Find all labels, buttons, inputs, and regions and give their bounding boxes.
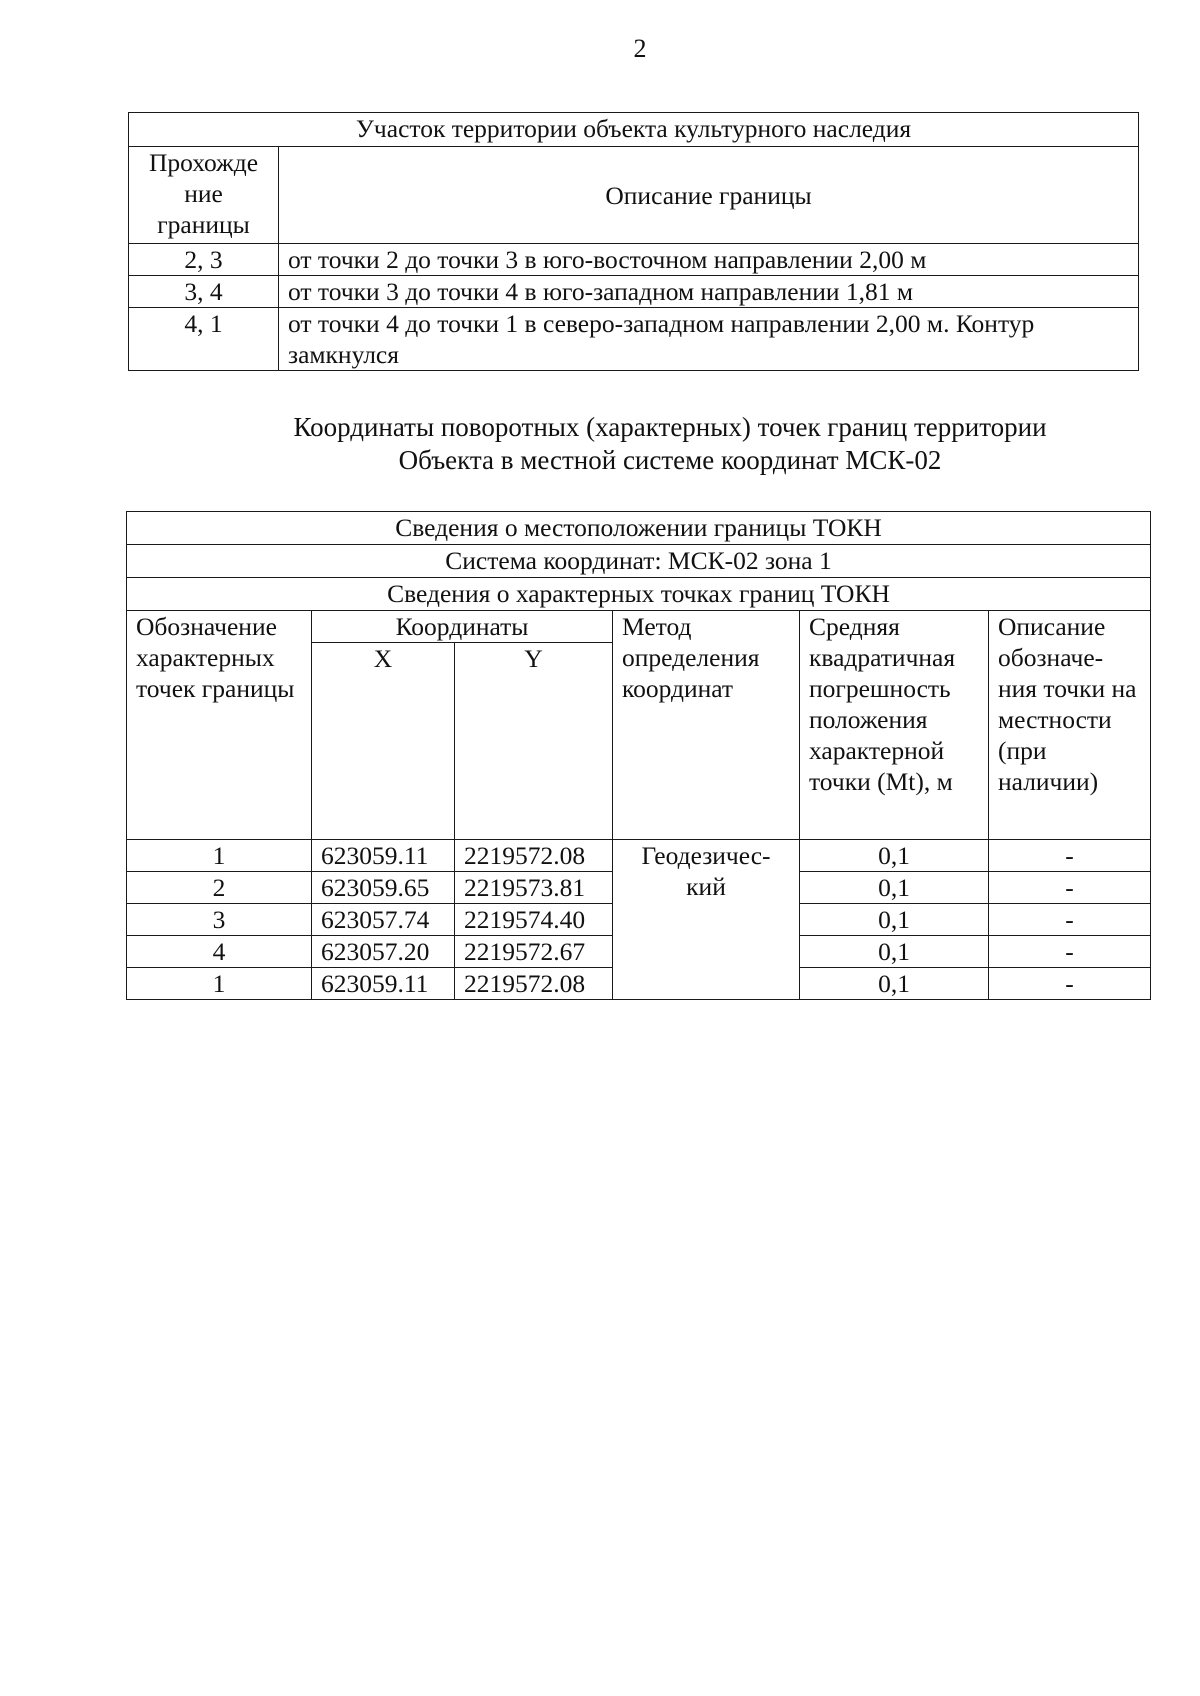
y-coordinate-cell: 2219572.08	[455, 968, 613, 1000]
column-header-passage: Прохожде ние границы	[129, 147, 279, 244]
y-coordinate-cell: 2219573.81	[455, 872, 613, 904]
segment-cell: 4, 1	[129, 308, 279, 371]
point-number-cell: 4	[127, 936, 312, 968]
segment-cell: 2, 3	[129, 244, 279, 276]
column-header-error: Средняя квадратичная погрешность положения характерной точки (Mt), м	[800, 611, 989, 840]
boundary-table-title: Участок территории объекта культурного наследия	[129, 113, 1139, 147]
point-description-cell: -	[989, 840, 1151, 872]
x-coordinate-cell: 623057.20	[312, 936, 455, 968]
error-cell: 0,1	[800, 936, 989, 968]
heading-line-2: Объекта в местной системе координат МСК-02	[398, 445, 942, 475]
point-description-cell: -	[989, 904, 1151, 936]
error-cell: 0,1	[800, 872, 989, 904]
coordinates-table	[126, 511, 1151, 1000]
column-header-description: Описание границы	[279, 147, 1139, 244]
error-cell: 0,1	[800, 904, 989, 936]
coords-table-title: Сведения о местоположении границы ТОКН	[127, 512, 1151, 545]
column-header-designation: Обозначение характерных точек границы	[127, 611, 312, 840]
coordinate-system-label: Система координат: МСК-02 зона 1	[127, 545, 1151, 578]
point-number-cell: 1	[127, 840, 312, 872]
column-header-x: X	[312, 643, 455, 840]
column-header-point-description: Описание обозначе-ния точки на местности (при наличии)	[989, 611, 1151, 840]
coords-header-row	[127, 611, 1151, 643]
point-number-cell: 2	[127, 872, 312, 904]
x-coordinate-cell: 623059.11	[312, 968, 455, 1000]
error-cell: 0,1	[800, 968, 989, 1000]
description-cell: от точки 4 до точки 1 в северо-западном направлении 2,00 м. Контур замкнулся	[279, 308, 1139, 371]
point-number-cell: 1	[127, 968, 312, 1000]
point-description-cell: -	[989, 872, 1151, 904]
x-coordinate-cell: 623057.74	[312, 904, 455, 936]
table-row	[129, 308, 1139, 371]
x-coordinate-cell: 623059.11	[312, 840, 455, 872]
section-heading	[130, 411, 1200, 477]
page-number: 2	[633, 34, 647, 63]
boundary-table-header-row	[129, 147, 1139, 244]
coords-system-row	[127, 545, 1151, 578]
column-header-method: Метод определения координат	[613, 611, 800, 840]
method-cell: Геодезичес-кий	[613, 840, 800, 1000]
column-header-coordinates: Координаты	[312, 611, 613, 643]
boundary-description-table	[128, 112, 1139, 371]
heading-line-1: Координаты поворотных (характерных) точек границ территории	[293, 412, 1047, 442]
y-coordinate-cell: 2219572.67	[455, 936, 613, 968]
table-row	[127, 840, 1151, 872]
table-row	[129, 244, 1139, 276]
point-number-cell: 3	[127, 904, 312, 936]
point-description-cell: -	[989, 936, 1151, 968]
boundary-table-title-row	[129, 113, 1139, 147]
description-cell: от точки 3 до точки 4 в юго-западном направлении 1,81 м	[279, 276, 1139, 308]
y-coordinate-cell: 2219574.40	[455, 904, 613, 936]
characteristic-points-title: Сведения о характерных точках границ ТОКН	[127, 578, 1151, 611]
x-coordinate-cell: 623059.65	[312, 872, 455, 904]
table-row	[129, 276, 1139, 308]
error-cell: 0,1	[800, 840, 989, 872]
y-coordinate-cell: 2219572.08	[455, 840, 613, 872]
column-header-y: Y	[455, 643, 613, 840]
coords-title-row	[127, 512, 1151, 545]
point-description-cell: -	[989, 968, 1151, 1000]
segment-cell: 3, 4	[129, 276, 279, 308]
description-cell: от точки 2 до точки 3 в юго-восточном направлении 2,00 м	[279, 244, 1139, 276]
coords-subtitle-row	[127, 578, 1151, 611]
